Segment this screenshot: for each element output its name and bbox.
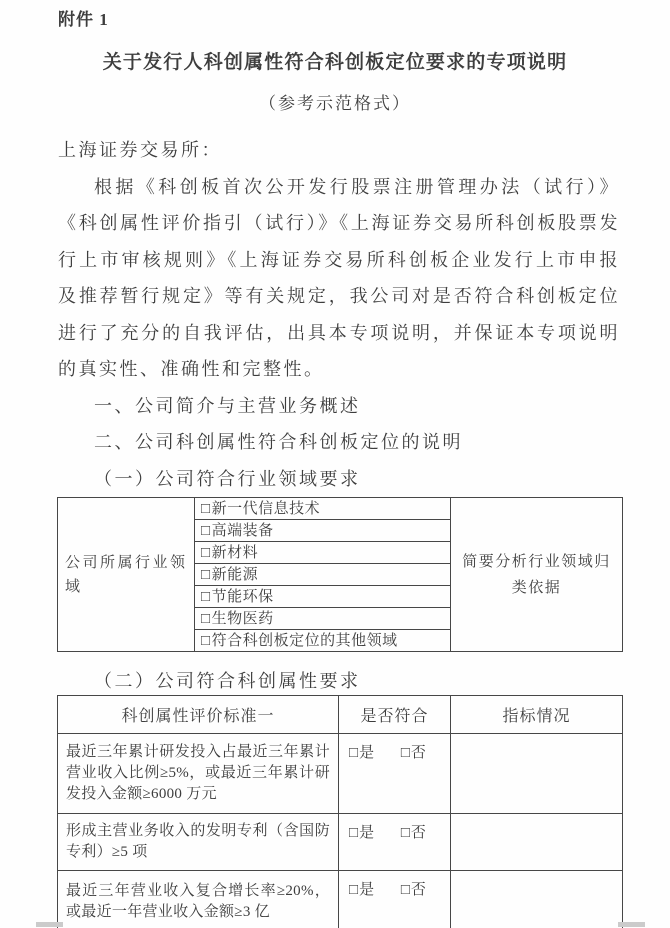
industry-option-row bbox=[195, 542, 451, 564]
industry-option-row bbox=[195, 608, 451, 630]
industry-option-label: 符合科创板定位的其他领域 bbox=[211, 632, 398, 649]
attachment-label: 附件 1 bbox=[58, 10, 109, 29]
indicator-cell[interactable] bbox=[451, 814, 623, 871]
yes-checkbox[interactable] bbox=[349, 878, 374, 899]
industry-option-row bbox=[195, 498, 451, 520]
table-row bbox=[58, 871, 623, 928]
industry-analysis-note: 简要分析行业领域归类依据 bbox=[451, 498, 623, 652]
industry-option-checkbox[interactable] bbox=[201, 545, 212, 561]
checkbox-icon: □ bbox=[201, 500, 211, 517]
industry-option-row bbox=[195, 520, 451, 542]
table-row bbox=[58, 498, 623, 520]
checkbox-icon: □ bbox=[201, 522, 211, 539]
compliance-cell bbox=[339, 871, 451, 928]
no-label: 否 bbox=[410, 745, 426, 761]
industry-option-label: 新材料 bbox=[211, 544, 259, 561]
industry-option-checkbox[interactable] bbox=[201, 523, 212, 539]
industry-option-row bbox=[195, 564, 451, 586]
industry-option-row bbox=[195, 586, 451, 608]
section-1-heading: 一、公司简介与主营业务概述 bbox=[94, 395, 361, 416]
no-checkbox[interactable] bbox=[401, 878, 426, 899]
checkbox-icon: □ bbox=[400, 825, 410, 841]
criterion-text: 最近三年营业收入复合增长率≥20%，或最近一年营业收入金额≥3 亿 bbox=[58, 871, 339, 928]
criteria-header-compliance: 是否符合 bbox=[339, 696, 451, 734]
industry-option-checkbox[interactable] bbox=[201, 611, 212, 627]
checkbox-icon: □ bbox=[349, 825, 359, 841]
checkbox-icon: □ bbox=[400, 745, 410, 761]
section-2-1-heading: （一）公司符合行业领域要求 bbox=[94, 468, 361, 489]
salutation: 上海证券交易所： bbox=[58, 140, 222, 160]
table-row bbox=[58, 734, 623, 814]
checkbox-icon: □ bbox=[201, 632, 211, 649]
checkbox-icon: □ bbox=[349, 745, 359, 761]
industry-option-checkbox[interactable] bbox=[201, 633, 212, 649]
compliance-cell bbox=[339, 814, 451, 871]
industry-option-label: 节能环保 bbox=[211, 588, 274, 605]
no-checkbox[interactable] bbox=[401, 741, 426, 762]
industry-option-checkbox[interactable] bbox=[201, 501, 212, 517]
compliance-cell bbox=[339, 734, 451, 814]
industry-option-label: 新一代信息技术 bbox=[211, 500, 321, 517]
checkbox-icon: □ bbox=[201, 544, 211, 561]
page-edge-artifact bbox=[618, 922, 645, 927]
industry-option-checkbox[interactable] bbox=[201, 567, 212, 583]
no-label: 否 bbox=[410, 825, 426, 841]
checkbox-icon: □ bbox=[400, 882, 410, 898]
industry-field-table bbox=[57, 497, 623, 652]
industry-row-label: 公司所属行业领域 bbox=[58, 498, 195, 652]
yes-label: 是 bbox=[359, 745, 375, 761]
document-body bbox=[58, 132, 620, 497]
industry-option-row bbox=[195, 630, 451, 652]
yes-label: 是 bbox=[359, 825, 375, 841]
criterion-text: 形成主营业务收入的发明专利（含国防专利）≥5 项 bbox=[58, 814, 339, 871]
yes-checkbox[interactable] bbox=[349, 821, 374, 842]
industry-option-label: 生物医药 bbox=[211, 610, 274, 627]
no-checkbox[interactable] bbox=[401, 821, 426, 842]
indicator-cell[interactable] bbox=[451, 871, 623, 928]
table-row bbox=[58, 814, 623, 871]
criteria-header-standard: 科创属性评价标准一 bbox=[58, 696, 339, 734]
document-title: 关于发行人科创属性符合科创板定位要求的专项说明 bbox=[102, 52, 568, 73]
section-2-2-heading: （二）公司符合科创属性要求 bbox=[94, 671, 361, 691]
document-subtitle: （参考示范格式） bbox=[259, 94, 411, 113]
yes-checkbox[interactable] bbox=[349, 741, 374, 762]
page-edge-artifact bbox=[36, 922, 63, 927]
checkbox-icon: □ bbox=[349, 882, 359, 898]
industry-option-label: 高端装备 bbox=[211, 522, 274, 539]
yes-label: 是 bbox=[359, 882, 375, 898]
criterion-text: 最近三年累计研发投入占最近三年累计营业收入比例≥5%，或最近三年累计研发投入金额≥6000 万元 bbox=[58, 734, 339, 814]
section-2-heading: 二、公司科创属性符合科创板定位的说明 bbox=[94, 432, 463, 452]
industry-option-label: 新能源 bbox=[211, 566, 259, 583]
industry-option-checkbox[interactable] bbox=[201, 589, 212, 605]
intro-paragraph: 根据《科创板首次公开发行股票注册管理办法（试行）》《科创属性评价指引（试行）》《上海证券交易所科创板股票发行上市审核规则》《上海证券交易所科创板企业发行上市申报及推荐暂行规定》等有关规定，我公司对是否符合科创板定位进行了充分的自我评估，出具本专项说明，并保证本专项说明的真实性、准确性和完整性。 bbox=[58, 176, 620, 379]
indicator-cell[interactable] bbox=[451, 734, 623, 814]
criteria-table bbox=[57, 695, 623, 928]
no-label: 否 bbox=[410, 882, 426, 898]
checkbox-icon: □ bbox=[201, 610, 211, 627]
checkbox-icon: □ bbox=[201, 566, 211, 583]
criteria-header-indicator: 指标情况 bbox=[451, 696, 623, 734]
table-header-row bbox=[58, 696, 623, 734]
checkbox-icon: □ bbox=[201, 588, 211, 605]
